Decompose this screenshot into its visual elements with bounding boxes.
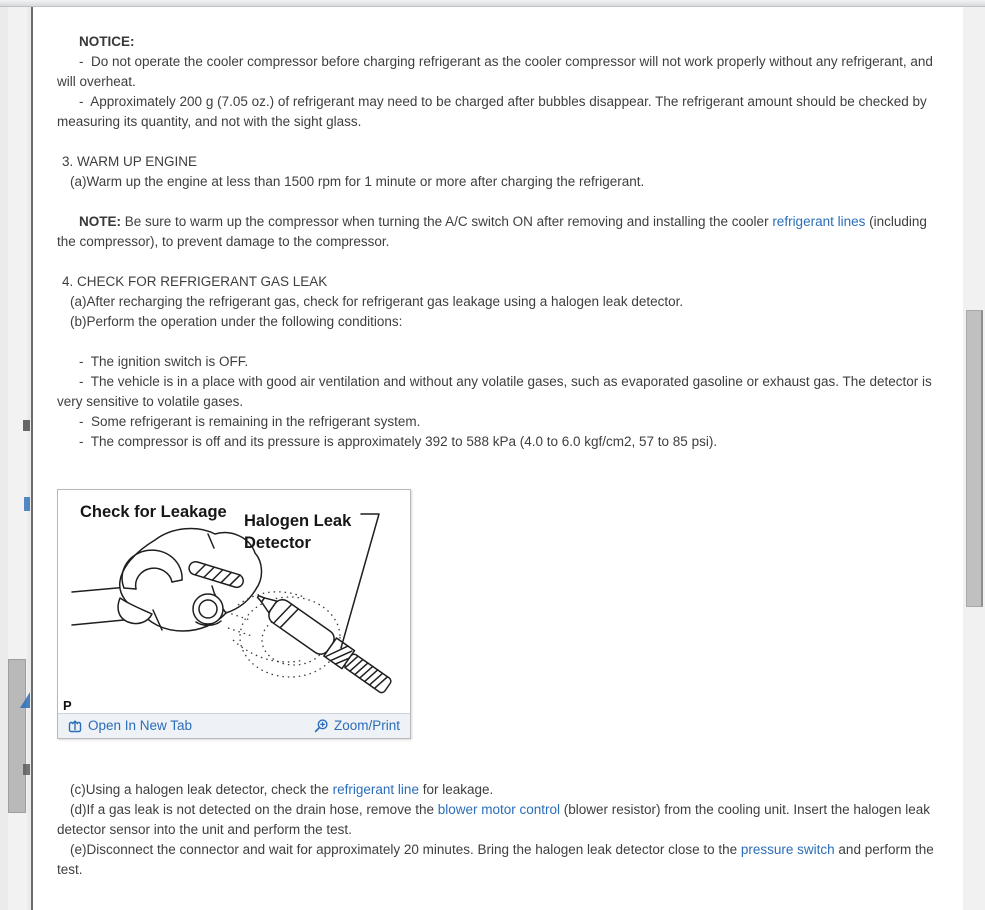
text-link[interactable]: pressure switch: [740, 842, 835, 857]
text-run: 3. WARM UP ENGINE: [62, 154, 198, 169]
leak-check-illustration: [58, 490, 410, 713]
text-link[interactable]: refrigerant lines: [772, 214, 866, 229]
step-paragraph: [57, 292, 937, 312]
text-run: (b)Perform the operation under the following conditions:: [70, 314, 403, 329]
top-panel-edge: [0, 0, 985, 7]
notice-label: [57, 32, 937, 52]
text-run: Be sure to warm up the compressor when turning the A/C switch ON after removing and installing the cooler: [121, 214, 773, 229]
right-scrollbar-track[interactable]: [963, 7, 985, 910]
zoom-print-label: Zoom/Print: [333, 718, 400, 733]
section-heading: [57, 272, 937, 292]
open-in-new-tab-button[interactable]: [67, 716, 192, 736]
text-run: NOTE:: [79, 214, 121, 229]
figure-panel: [57, 489, 411, 739]
figure-callout-line1: Halogen Leak: [244, 512, 352, 530]
notice-item: [57, 92, 937, 132]
text-run: - The ignition switch is OFF.: [79, 354, 249, 369]
figure-footer: [58, 713, 410, 738]
clipped-text-artifact: [23, 420, 30, 431]
spacer: [57, 332, 937, 352]
zoom-print-icon: [313, 718, 329, 734]
spacer: [57, 192, 937, 212]
step-paragraph: [57, 172, 937, 192]
step-paragraph: [57, 840, 937, 880]
text-run: (including the compressor), to prevent damage to the compressor.: [57, 214, 931, 249]
notice-item: [57, 52, 937, 92]
condition-item: [57, 372, 937, 412]
right-scrollbar-thumb[interactable]: [966, 310, 983, 607]
text-link[interactable]: refrigerant line: [332, 782, 419, 797]
detector-probe: [251, 586, 395, 698]
clipped-text-artifact: [23, 764, 30, 775]
document-panel: [31, 7, 963, 910]
text-run: - Do not operate the cooler compressor before charging refrigerant as the cooler compressor will not work properly without any refrigerant, and will overheat.: [57, 54, 937, 89]
text-run: and perform the test.: [57, 842, 938, 877]
text-link[interactable]: blower motor control: [437, 802, 561, 817]
clipped-text-artifact: [24, 497, 30, 511]
zoom-print-button[interactable]: [313, 716, 400, 736]
spacer: [57, 132, 937, 152]
text-run: (a)After recharging the refrigerant gas, check for refrigerant gas leakage using a halogen leak detector.: [70, 294, 684, 309]
text-run: (c)Using a halogen leak detector, check the: [70, 782, 333, 797]
text-run: (blower resistor) from the cooling unit. Insert the halogen leak detector sensor into the unit and perform the test.: [57, 802, 934, 837]
figure-caption: Check for Leakage: [80, 503, 227, 521]
text-run: (e)Disconnect the connector and wait for approximately 20 minutes. Bring the halogen leak detector close to the: [70, 842, 741, 857]
left-scrollbar-thumb[interactable]: [8, 659, 26, 813]
condition-item: [57, 352, 937, 372]
text-run: (a)Warm up the engine at less than 1500 rpm for 1 minute or more after charging the refrigerant.: [70, 174, 645, 189]
open-in-new-tab-icon: [67, 718, 83, 734]
note-paragraph: [57, 212, 937, 252]
figure-corner-mark: P: [63, 698, 72, 713]
condition-item: [57, 432, 937, 452]
figure-callout-line2: Detector: [244, 534, 311, 552]
text-run: - The vehicle is in a place with good air ventilation and without any volatile gases, such as evaporated gasoline or exhaust gas. The detector is very sensitive to volatile gases.: [57, 374, 936, 409]
text-run: - Approximately 200 g (7.05 oz.) of refrigerant may need to be charged after bubbles disappear. The refrigerant amount should be checked by measuring its quantity, and not with the sight glass.: [57, 94, 931, 129]
text-run: 4. CHECK FOR REFRIGERANT GAS LEAK: [62, 274, 328, 289]
document-body: [33, 7, 963, 880]
step-paragraph: [57, 312, 937, 332]
text-run: - The compressor is off and its pressure is approximately 392 to 588 kPa (4.0 to 6.0 kgf/cm2, 57 to 85 psi).: [79, 434, 718, 449]
section-heading: [57, 152, 937, 172]
open-in-new-tab-label: Open In New Tab: [88, 718, 193, 733]
text-run: - Some refrigerant is remaining in the refrigerant system.: [79, 414, 421, 429]
step-paragraph: [57, 780, 937, 800]
step-paragraph: [57, 800, 937, 840]
condition-item: [57, 412, 937, 432]
text-run: NOTICE:: [79, 34, 135, 49]
text-run: for leakage.: [418, 782, 494, 797]
text-run: (d)If a gas leak is not detected on the drain hose, remove the: [70, 802, 438, 817]
spacer: [57, 252, 937, 272]
